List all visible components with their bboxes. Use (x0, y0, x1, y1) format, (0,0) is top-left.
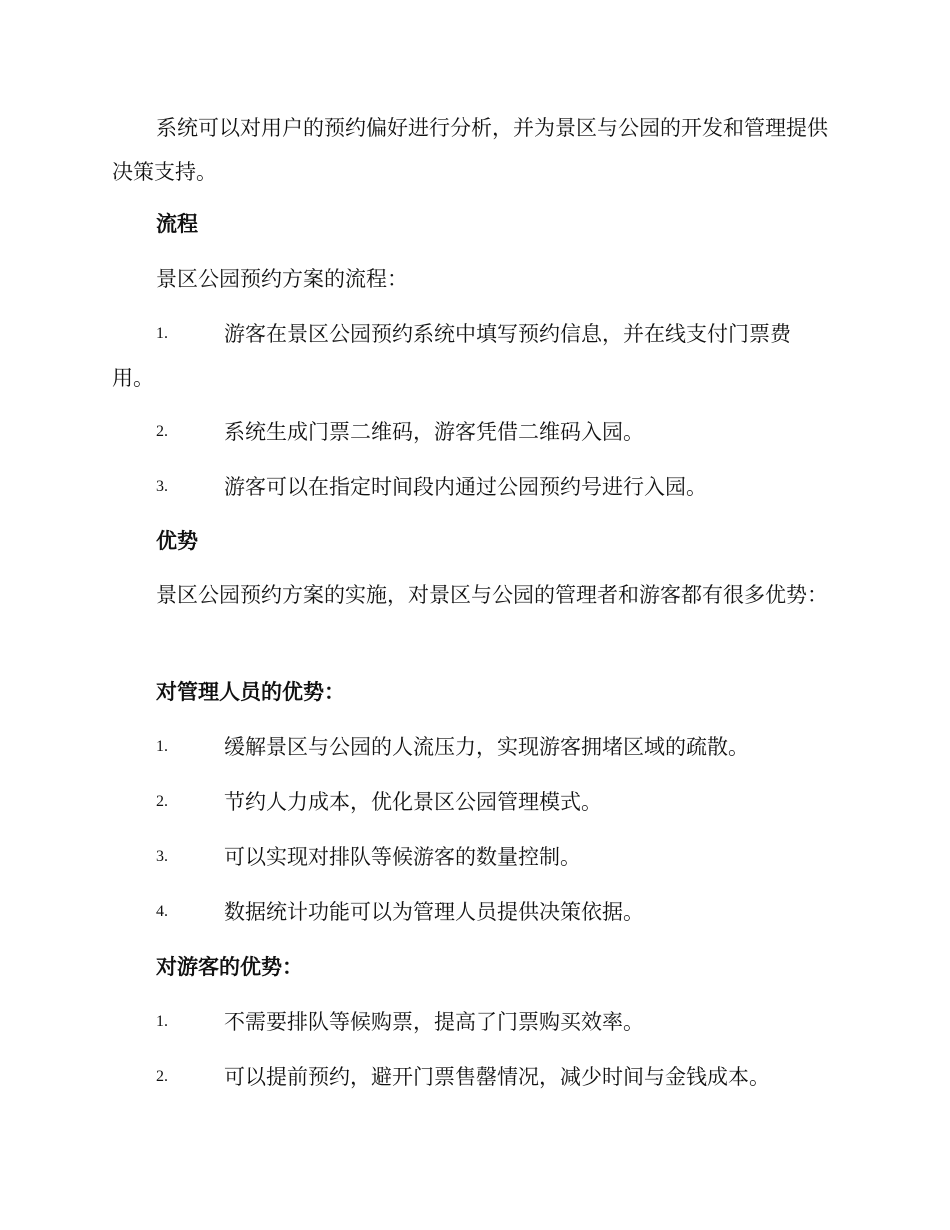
list-item (112, 465, 832, 509)
process-lead: 景区公园预约方案的流程： (156, 267, 408, 291)
list-text: 节约人力成本，优化景区公园管理模式。 (224, 790, 602, 814)
list-text: 系统生成门票二维码，游客凭借二维码入园。 (224, 420, 644, 444)
list-number: 3. (156, 478, 168, 495)
list-number: 1. (156, 325, 168, 342)
list-text: 数据统计功能可以为管理人员提供决策依据。 (224, 900, 644, 924)
managers-heading: 对管理人员的优势： (156, 680, 345, 704)
visitors-heading: 对游客的优势： (156, 955, 303, 979)
list-item (112, 410, 832, 454)
list-number: 1. (156, 1013, 168, 1030)
list-number: 2. (156, 1068, 168, 1085)
advantage-lead: 景区公园预约方案的实施，对景区与公园的管理者和游客都有很多优势： (156, 583, 828, 607)
list-text: 缓解景区与公园的人流压力，实现游客拥堵区域的疏散。 (224, 735, 749, 759)
list-item (112, 780, 832, 824)
list-item (112, 1000, 832, 1044)
process-heading: 流程 (156, 212, 198, 236)
list-text: 游客在景区公园预约系统中填写预约信息，并在线支付门票费用。 (112, 322, 791, 390)
list-item (112, 890, 832, 934)
intro-paragraph: 系统可以对用户的预约偏好进行分析，并为景区与公园的开发和管理提供决策支持。 (112, 116, 828, 184)
list-text: 可以提前预约，避开门票售罄情况，减少时间与金钱成本。 (224, 1065, 770, 1089)
list-number: 2. (156, 423, 168, 440)
advantage-heading: 优势 (156, 529, 198, 553)
list-item (112, 1055, 832, 1099)
list-item (112, 725, 832, 769)
list-number: 3. (156, 848, 168, 865)
list-number: 4. (156, 903, 168, 920)
list-text: 不需要排队等候购票，提高了门票购买效率。 (224, 1010, 644, 1034)
list-item (112, 835, 832, 879)
list-text: 游客可以在指定时间段内通过公园预约号进行入园。 (224, 475, 707, 499)
list-number: 1. (156, 738, 168, 755)
list-item (112, 312, 832, 400)
list-text: 可以实现对排队等候游客的数量控制。 (224, 845, 581, 869)
list-number: 2. (156, 793, 168, 810)
